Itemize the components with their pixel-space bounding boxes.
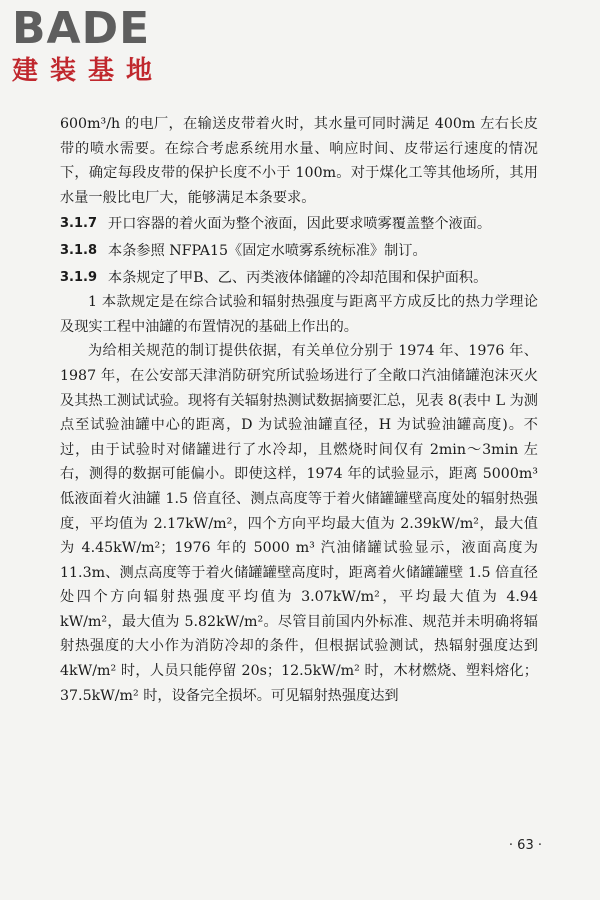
clause-number: 3.1.7 xyxy=(60,216,98,232)
clause-text: 本条参照 NFPA15《固定水喷雾系统标准》制订。 xyxy=(108,242,427,259)
clause-3-1-8 xyxy=(60,239,538,264)
document-body xyxy=(60,112,538,708)
logo-wordmark: BADE xyxy=(12,3,151,54)
clause-text: 本条规定了甲B、乙、丙类液体储罐的冷却范围和保护面积。 xyxy=(108,269,488,286)
clause-3-1-9 xyxy=(60,266,538,291)
paragraph-test-data: 为给相关规范的制订提供依据，有关单位分别于 1974 年、1976 年、1987 年，在公安部天津消防研究所试验场进行了全敞口汽油储罐泡沫灭火及其热工测试试验。现将有关辐射热测试数据摘要汇总，见表 8(表中 L 为测点至试验油罐中心的距离，D 为试验油罐直径，H 为试验油罐高度)。不过，由于试验时对储罐进行了水冷却，且燃烧时间仅有 2min～3min 左右，测得的数据可能偏小。即使这样，1974 年的试验显示，距离 5000m³ 低液面着火油罐 1.5 倍直径、测点高度等于着火储罐罐壁高度处的辐射热强度，平均值为 2.17kW/m²，四个方向平均最大值为 2.39kW/m²，最大值为 4.45kW/m²；1976 年的 5000 m³ 汽油储罐试验显示，液面高度为 11.3m、测点高度等于着火储罐罐壁高度时，距离着火储罐罐壁 1.5 倍直径处四个方向辐射热强度平均值为 3.07kW/m²，平均最大值为 4.94 kW/m²，最大值为 5.82kW/m²。尽管目前国内外标准、规范并未明确将辐射热强度的大小作为消防冷却的条件，但根据试验测试，热辐射强度达到 4kW/m² 时，人员只能停留 20s；12.5kW/m² 时，木材燃烧、塑料熔化；37.5kW/m² 时，设备完全损坏。可见辐射热强度达到 xyxy=(60,343,538,704)
paragraph-item-1: 1 本款规定是在综合试验和辐射热强度与距离平方成反比的热力学理论及现实工程中油罐的布置情况的基础上作出的。 xyxy=(60,294,538,335)
clause-3-1-7 xyxy=(60,212,538,237)
page-number: · 63 · xyxy=(508,838,542,853)
clause-number: 3.1.8 xyxy=(60,242,98,258)
clause-number: 3.1.9 xyxy=(60,269,98,285)
paragraph-continuation: 600m³/h 的电厂，在输送皮带着火时，其水量可同时满足 400m 左右长皮带的喷水需要。在综合考虑系统用水量、响应时间、皮带运行速度的情况下，确定每段皮带的保护长度不小于 100m。对于煤化工等其他场所，其用水量一般比电厂大，能够满足本条要求。 xyxy=(60,116,538,206)
logo xyxy=(12,3,182,86)
logo-subtitle: 建装基地 xyxy=(12,56,165,86)
clause-text: 开口容器的着火面为整个液面，因此要求喷雾覆盖整个液面。 xyxy=(108,216,492,233)
